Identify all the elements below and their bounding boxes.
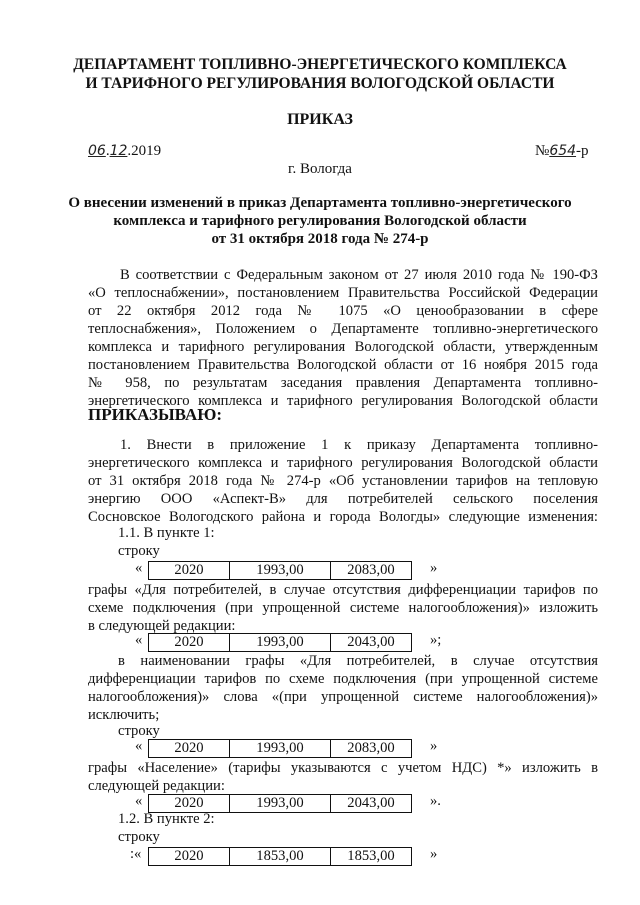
- tariff-cell: 1993,00: [230, 795, 331, 813]
- tariff-cell: 1993,00: [230, 740, 331, 758]
- year-cell: 2020: [149, 848, 230, 866]
- year-cell: 2020: [149, 740, 230, 758]
- preamble-line: энергетического комплекса и тарифного регулирования Вологодской области: [88, 393, 598, 409]
- rename-text-line: дифференциации тарифов по схеме подключения (при упрощенной системе: [88, 671, 598, 687]
- tariff-cell: 2083,00: [331, 740, 412, 758]
- quote-close: »: [430, 738, 438, 754]
- tariff-row-old: [148, 561, 412, 580]
- graph-text-line: графы «Население» (тарифы указываются с учетом НДС) *» изложить в: [88, 760, 598, 776]
- quote-open: «: [135, 560, 143, 576]
- quote-open: «: [135, 632, 143, 648]
- quote-close: »: [430, 560, 438, 576]
- subject-line1: О внесении изменений в приказ Департамента топливно-энергетического: [68, 195, 572, 211]
- year-cell: 2020: [149, 795, 230, 813]
- item1-line: Сосновское Вологодского района и города Вологды» следующие изменения:: [88, 509, 598, 525]
- quote-close: »: [430, 846, 438, 862]
- preamble-line: от 22 октября 2012 года № 1075 «О ценообразовании в сфере: [88, 303, 598, 319]
- date-month-handwritten: 12: [109, 143, 128, 159]
- number-prefix: №: [535, 143, 550, 159]
- year-cell: 2020: [149, 562, 230, 580]
- subject-line2: комплекса и тарифного регулирования Вологодской области: [113, 213, 527, 229]
- tariff-row-old-2: [148, 739, 412, 758]
- number-handwritten: 654: [549, 143, 577, 159]
- graph-text-line: графы «Для потребителей, в случае отсутствия дифференциации тарифов по: [88, 582, 598, 598]
- item1-line: энергию ООО «Аспект-В» для потребителей сельского поселения: [88, 491, 598, 507]
- tariff-cell: 2083,00: [331, 562, 412, 580]
- tariff-cell: 1993,00: [230, 634, 331, 652]
- date-day-handwritten: 06: [88, 143, 106, 159]
- tariff-row-p2: [148, 847, 412, 866]
- row-word: строку: [118, 723, 160, 739]
- number-suffix: -р: [576, 143, 589, 159]
- doc-date: [88, 143, 161, 160]
- city: г. Вологда: [288, 161, 352, 177]
- tariff-cell: 2043,00: [331, 795, 412, 813]
- doc-type: ПРИКАЗ: [287, 111, 353, 128]
- sub1-2-heading: 1.2. В пункте 2:: [118, 811, 215, 827]
- org-name-line1: ДЕПАРТАМЕНТ ТОПЛИВНО-ЭНЕРГЕТИЧЕСКОГО КОМПЛЕКСА: [73, 56, 567, 73]
- sub1-1-heading: 1.1. В пункте 1:: [118, 525, 215, 541]
- tariff-row-new: [148, 633, 412, 652]
- preamble-line: теплоснабжения», Положением о Департаменте топливно-энергетического: [88, 321, 598, 337]
- date-year: .2019: [127, 143, 162, 159]
- row-word: строку: [118, 829, 160, 845]
- subject-line3: от 31 октября 2018 года № 274-р: [211, 231, 429, 247]
- preamble-line: постановлением Правительства Вологодской области от 16 ноября 2015 года: [88, 357, 598, 373]
- tariff-cell: 1853,00: [331, 848, 412, 866]
- graph-text-line: в следующей редакции:: [88, 618, 236, 634]
- tariff-cell: 2043,00: [331, 634, 412, 652]
- rename-text-line: в наименовании графы «Для потребителей, в случае отсутствия: [118, 653, 598, 669]
- doc-number: [535, 143, 589, 160]
- rename-text-line: налогообложения)» слова «(при упрощенной системе налогообложения)»: [88, 689, 598, 705]
- quote-close: ».: [430, 793, 441, 809]
- graph-text-line: схеме подключения (при упрощенной системе налогообложения)» изложить: [88, 600, 598, 616]
- tariff-cell: 1853,00: [230, 848, 331, 866]
- quote-open: :«: [130, 846, 142, 862]
- preamble-line: № 958, по результатам заседания правления Департамента топливно-: [88, 375, 598, 391]
- graph-text-line: следующей редакции:: [88, 778, 225, 794]
- quote-open: «: [135, 793, 143, 809]
- item1-line: 1. Внести в приложение 1 к приказу Департамента топливно-: [120, 437, 598, 453]
- row-word: строку: [118, 543, 160, 559]
- date-sep: .: [105, 143, 110, 159]
- quote-open: «: [135, 738, 143, 754]
- item1-line: энергетического комплекса и тарифного регулирования Вологодской области: [88, 455, 598, 471]
- order-word: ПРИКАЗЫВАЮ:: [88, 405, 223, 424]
- tariff-cell: 1993,00: [230, 562, 331, 580]
- preamble-line: комплекса и тарифного регулирования Вологодской области, утвержденным: [88, 339, 598, 355]
- item1-line: от 31 октября 2018 года № 274-р «Об установлении тарифов на тепловую: [88, 473, 598, 489]
- preamble-line: В соответствии с Федеральным законом от 27 июля 2010 года № 190-ФЗ: [120, 267, 598, 283]
- org-name-line2: И ТАРИФНОГО РЕГУЛИРОВАНИЯ ВОЛОГОДСКОЙ ОБЛАСТИ: [85, 75, 555, 92]
- year-cell: 2020: [149, 634, 230, 652]
- preamble-line: «О теплоснабжении», постановлением Правительства Российской Федерации: [88, 285, 598, 301]
- quote-close: »;: [430, 632, 442, 648]
- rename-text-line: исключить;: [88, 707, 160, 723]
